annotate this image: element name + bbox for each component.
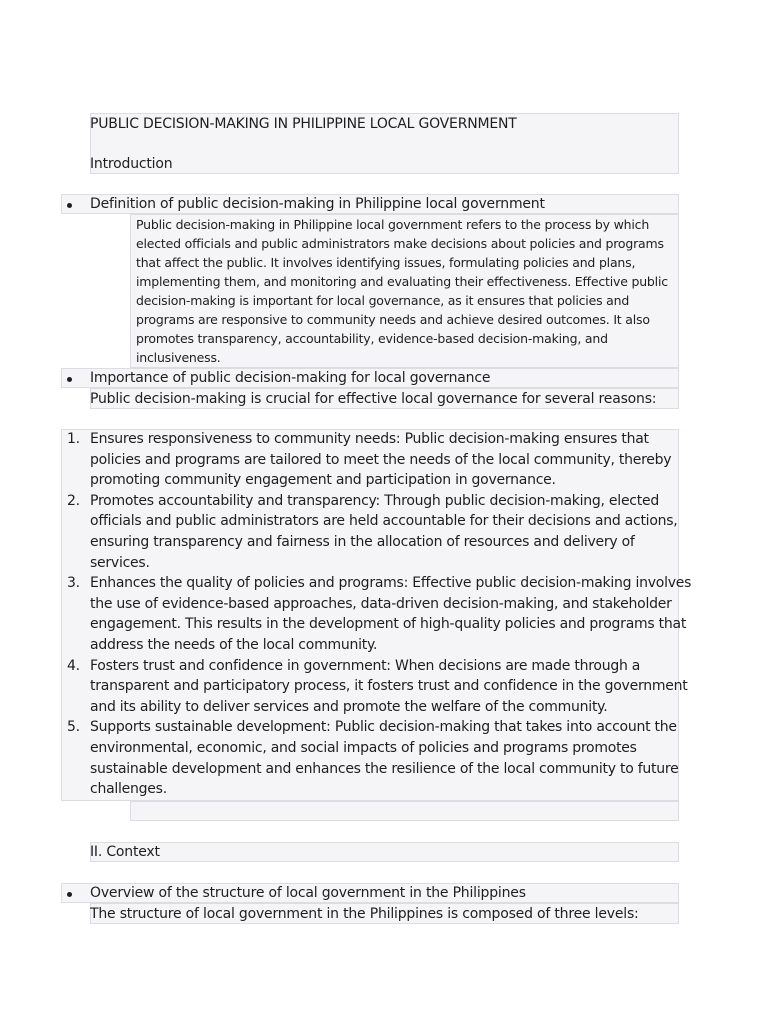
document-title: PUBLIC DECISION-MAKING IN PHILIPPINE LOCAL GOVERNMENT xyxy=(90,116,517,132)
importance-intro: Public decision-making is crucial for effective local governance for several reasons: xyxy=(90,391,657,407)
list-item-line: Enhances the quality of policies and programs: Effective public decision-making involves xyxy=(90,575,692,592)
list-item-line: promoting community engagement and participation in governance. xyxy=(90,472,556,489)
bullet-icon xyxy=(67,377,72,382)
list-item-line: engagement. This results in the development of high-quality policies and programs that xyxy=(90,616,687,633)
definition-line: promotes transparency, accountability, evidence-based decision-making, and xyxy=(136,331,608,346)
list-number: 4. xyxy=(67,657,80,674)
list-item-line: environmental, economic, and social impacts of policies and programs promotes xyxy=(90,739,637,756)
list-item-line: Fosters trust and confidence in government: When decisions are made through a xyxy=(90,657,641,674)
list-item-line: Promotes accountability and transparency: Through public decision-making, elected xyxy=(90,492,659,509)
empty-box xyxy=(130,801,679,821)
definition-paragraph xyxy=(136,215,668,367)
definition-line: decision-making is important for local governance, as it ensures that policies and xyxy=(136,293,630,308)
definition-line: Public decision-making in Philippine local government refers to the process by which xyxy=(136,217,650,232)
list-item xyxy=(67,656,688,718)
definition-line: that affect the public. It involves identifying issues, formulating policies and plans, xyxy=(136,255,636,270)
list-item-line: policies and programs are tailored to meet the needs of the local community, thereby xyxy=(90,451,672,468)
introduction-heading: Introduction xyxy=(90,156,173,172)
definition-line: inclusiveness. xyxy=(136,350,221,365)
context-intro: The structure of local government in the Philippines is composed of three levels: xyxy=(90,906,639,922)
list-number: 5. xyxy=(67,719,80,736)
bullet-icon xyxy=(67,203,72,208)
list-number: 3. xyxy=(67,575,80,592)
list-item-line: ensuring transparency and fairness in the allocation of resources and delivery of xyxy=(90,533,635,550)
list-item-line: Supports sustainable development: Public decision-making that takes into account the xyxy=(90,719,677,736)
list-item xyxy=(67,491,680,573)
bullet-icon xyxy=(67,892,72,897)
list-item-line: sustainable development and enhances the resilience of the local community to future xyxy=(90,760,679,777)
importance-heading: Importance of public decision-making for local governance xyxy=(90,370,491,386)
definition-line: programs are responsive to community needs and achieve desired outcomes. It also xyxy=(136,312,650,327)
list-number: 1. xyxy=(67,431,80,447)
context-bullet: Overview of the structure of local government in the Philippines xyxy=(90,885,526,901)
list-item-line: transparent and participatory process, it fosters trust and confidence in the government xyxy=(90,678,688,695)
list-item-line: Ensures responsiveness to community needs: Public decision-making ensures that xyxy=(90,431,649,447)
list-item-line: challenges. xyxy=(90,781,167,798)
list-item xyxy=(67,573,692,655)
context-heading-box xyxy=(90,842,679,862)
definition-heading: Definition of public decision-making in Philippine local government xyxy=(90,196,545,212)
reasons-list xyxy=(67,429,692,800)
list-item-line: and its ability to deliver services and promote the welfare of the community. xyxy=(90,698,608,715)
context-heading: II. Context xyxy=(90,844,160,860)
list-item-line: services. xyxy=(90,554,150,571)
list-number: 2. xyxy=(67,492,80,509)
list-item-line: address the needs of the local community. xyxy=(90,636,378,653)
list-item xyxy=(67,717,680,799)
list-item xyxy=(67,429,680,491)
list-item-line: officials and public administrators are held accountable for their decisions and actions, xyxy=(90,513,678,530)
definition-line: implementing them, and monitoring and evaluating their effectiveness. Effective public xyxy=(136,274,668,289)
list-item-line: the use of evidence-based approaches, data-driven decision-making, and stakeholder xyxy=(90,595,672,612)
definition-line: elected officials and public administrators make decisions about policies and programs xyxy=(136,236,664,251)
